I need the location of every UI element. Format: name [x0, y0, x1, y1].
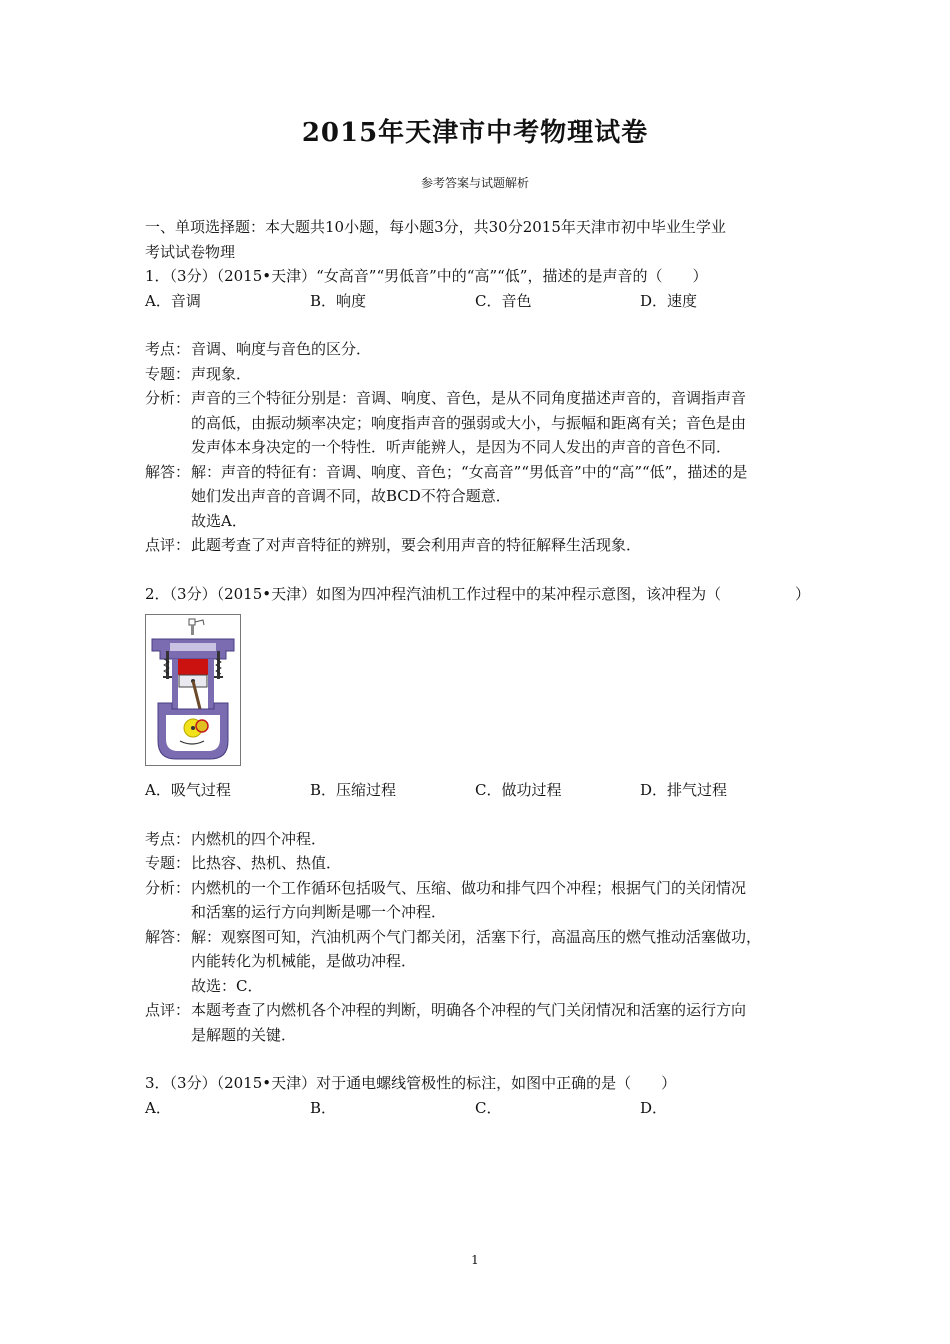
q3-option-c: C．: [475, 1098, 502, 1117]
q2-stem: [145, 582, 810, 607]
q2-fenxi-line2: 和活塞的运行方向判断是哪一个冲程．: [191, 903, 447, 921]
q1-kaodian: [145, 337, 810, 362]
q1-jieda-line2: 她们发出声音的音调不同，故BCD不符合题意．: [191, 487, 511, 505]
q1-option-a: A．音调: [145, 291, 201, 310]
q3-options: [145, 1096, 810, 1121]
q2-stem-close: ）: [794, 584, 810, 603]
section-heading-line2: 考试试卷物理: [145, 242, 236, 261]
page-number: 1: [471, 1253, 479, 1267]
q2-option-b: B．压缩过程: [310, 781, 397, 799]
q2-jieda-label: 解答：: [145, 927, 191, 946]
q2-jieda-line3: 故选：C．: [191, 976, 263, 995]
q1-kaodian-text: 音调、响度与音色的区分．: [191, 340, 372, 358]
q1-fenxi-line1: 声音的三个特征分别是：音调、响度、音色，是从不同角度描述声音的，音调指声音: [191, 389, 747, 407]
q2-options: [145, 778, 810, 803]
q1-jieda-line1: 解：声音的特征有：音调、响度、音色；“女高音”“男低音”中的“高”“低”，描述的是: [191, 462, 748, 481]
q2-option-c: C．做功过程: [475, 781, 562, 799]
q2-stem-text: 2．（3分）（2015•天津）如图为四冲程汽油机工作过程中的某冲程示意图，该冲程为（: [145, 584, 722, 603]
q1-dianping-text: 此题考查了对声音特征的辨别，要会利用声音的特征解释生活现象．: [191, 536, 642, 554]
q2-zhuanti-label: 专题：: [145, 854, 191, 872]
page-subtitle: 参考答案与试题解析: [420, 176, 529, 190]
q1-zhuanti-text: 声现象．: [191, 364, 252, 383]
q2-option-a: A．吸气过程: [145, 781, 231, 799]
q2-jieda: [145, 925, 810, 950]
q1-jieda-label: 解答：: [145, 462, 191, 481]
q1-option-b: B．响度: [310, 291, 367, 310]
q1-fenxi-line3: 发声体本身决定的一个特性．听声能辨人，是因为不同人发出的声音的音色不同．: [191, 438, 732, 456]
page-title: 2015年天津市中考物理试卷: [301, 118, 649, 148]
q2-fenxi-label: 分析：: [145, 878, 191, 897]
q2-zhuanti-text: 比热容、热机、热值．: [191, 854, 342, 872]
q2-dianping: [145, 998, 810, 1023]
q3-stem: 3．（3分）（2015•天津）对于通电螺线管极性的标注，如图中正确的是（ ）: [145, 1074, 677, 1092]
q2-kaodian-label: 考点：: [145, 829, 191, 848]
four-stroke-engine-image: [146, 615, 240, 765]
q1-option-c: C．音色: [475, 291, 532, 310]
q2-dianping-line1: 本题考查了内燃机各个冲程的判断，明确各个冲程的气门关闭情况和活塞的运行方向: [191, 1001, 747, 1019]
q1-zhuanti: [145, 362, 810, 387]
q1-option-d: D．速度: [640, 291, 698, 310]
q1-fenxi-line2: 的高低，由振动频率决定；响度指声音的强弱或大小，与振幅和距离有关；音色是由: [191, 413, 747, 432]
q1-jieda-line3: 故选A．: [191, 511, 247, 530]
q1-options: [145, 289, 810, 314]
q1-fenxi-label: 分析：: [145, 389, 191, 407]
section-heading-line1: 一、单项选择题：本大题共10小题，每小题3分，共30分2015年天津市初中毕业生学业: [145, 218, 726, 236]
q2-jieda-line1: 解：观察图可知，汽油机两个气门都关闭，活塞下行，高温高压的燃气推动活塞做功，: [191, 927, 762, 946]
q1-zhuanti-label: 专题：: [145, 364, 191, 383]
q2-jieda-line2: 内能转化为机械能，是做功冲程．: [191, 952, 417, 970]
engine-diagram-figure: [145, 614, 241, 766]
q1-dianping-label: 点评：: [145, 536, 191, 554]
q2-dianping-label: 点评：: [145, 1001, 191, 1019]
q1-kaodian-label: 考点：: [145, 340, 191, 358]
q1-jieda: [145, 460, 810, 485]
q3-option-b: B．: [310, 1098, 337, 1117]
q2-dianping-line2: 是解题的关键．: [191, 1025, 297, 1044]
q3-option-a: A．: [145, 1098, 171, 1117]
q2-zhuanti: [145, 851, 810, 876]
q1-dianping: [145, 533, 810, 558]
q3-option-d: D．: [640, 1098, 668, 1117]
q1-stem: 1．（3分）（2015•天津）“女高音”“男低音”中的“高”“低”，描述的是声音的（ ）: [145, 267, 708, 285]
q2-option-d: D．排气过程: [640, 781, 728, 799]
q2-fenxi-line1: 内燃机的一个工作循环包括吸气、压缩、做功和排气四个冲程；根据气门的关闭情况: [191, 878, 747, 897]
q2-fenxi: [145, 876, 810, 901]
document-body: [145, 215, 810, 1120]
q2-kaodian: [145, 827, 810, 852]
q1-fenxi: [145, 386, 810, 411]
q2-kaodian-text: 内燃机的四个冲程．: [191, 829, 327, 848]
